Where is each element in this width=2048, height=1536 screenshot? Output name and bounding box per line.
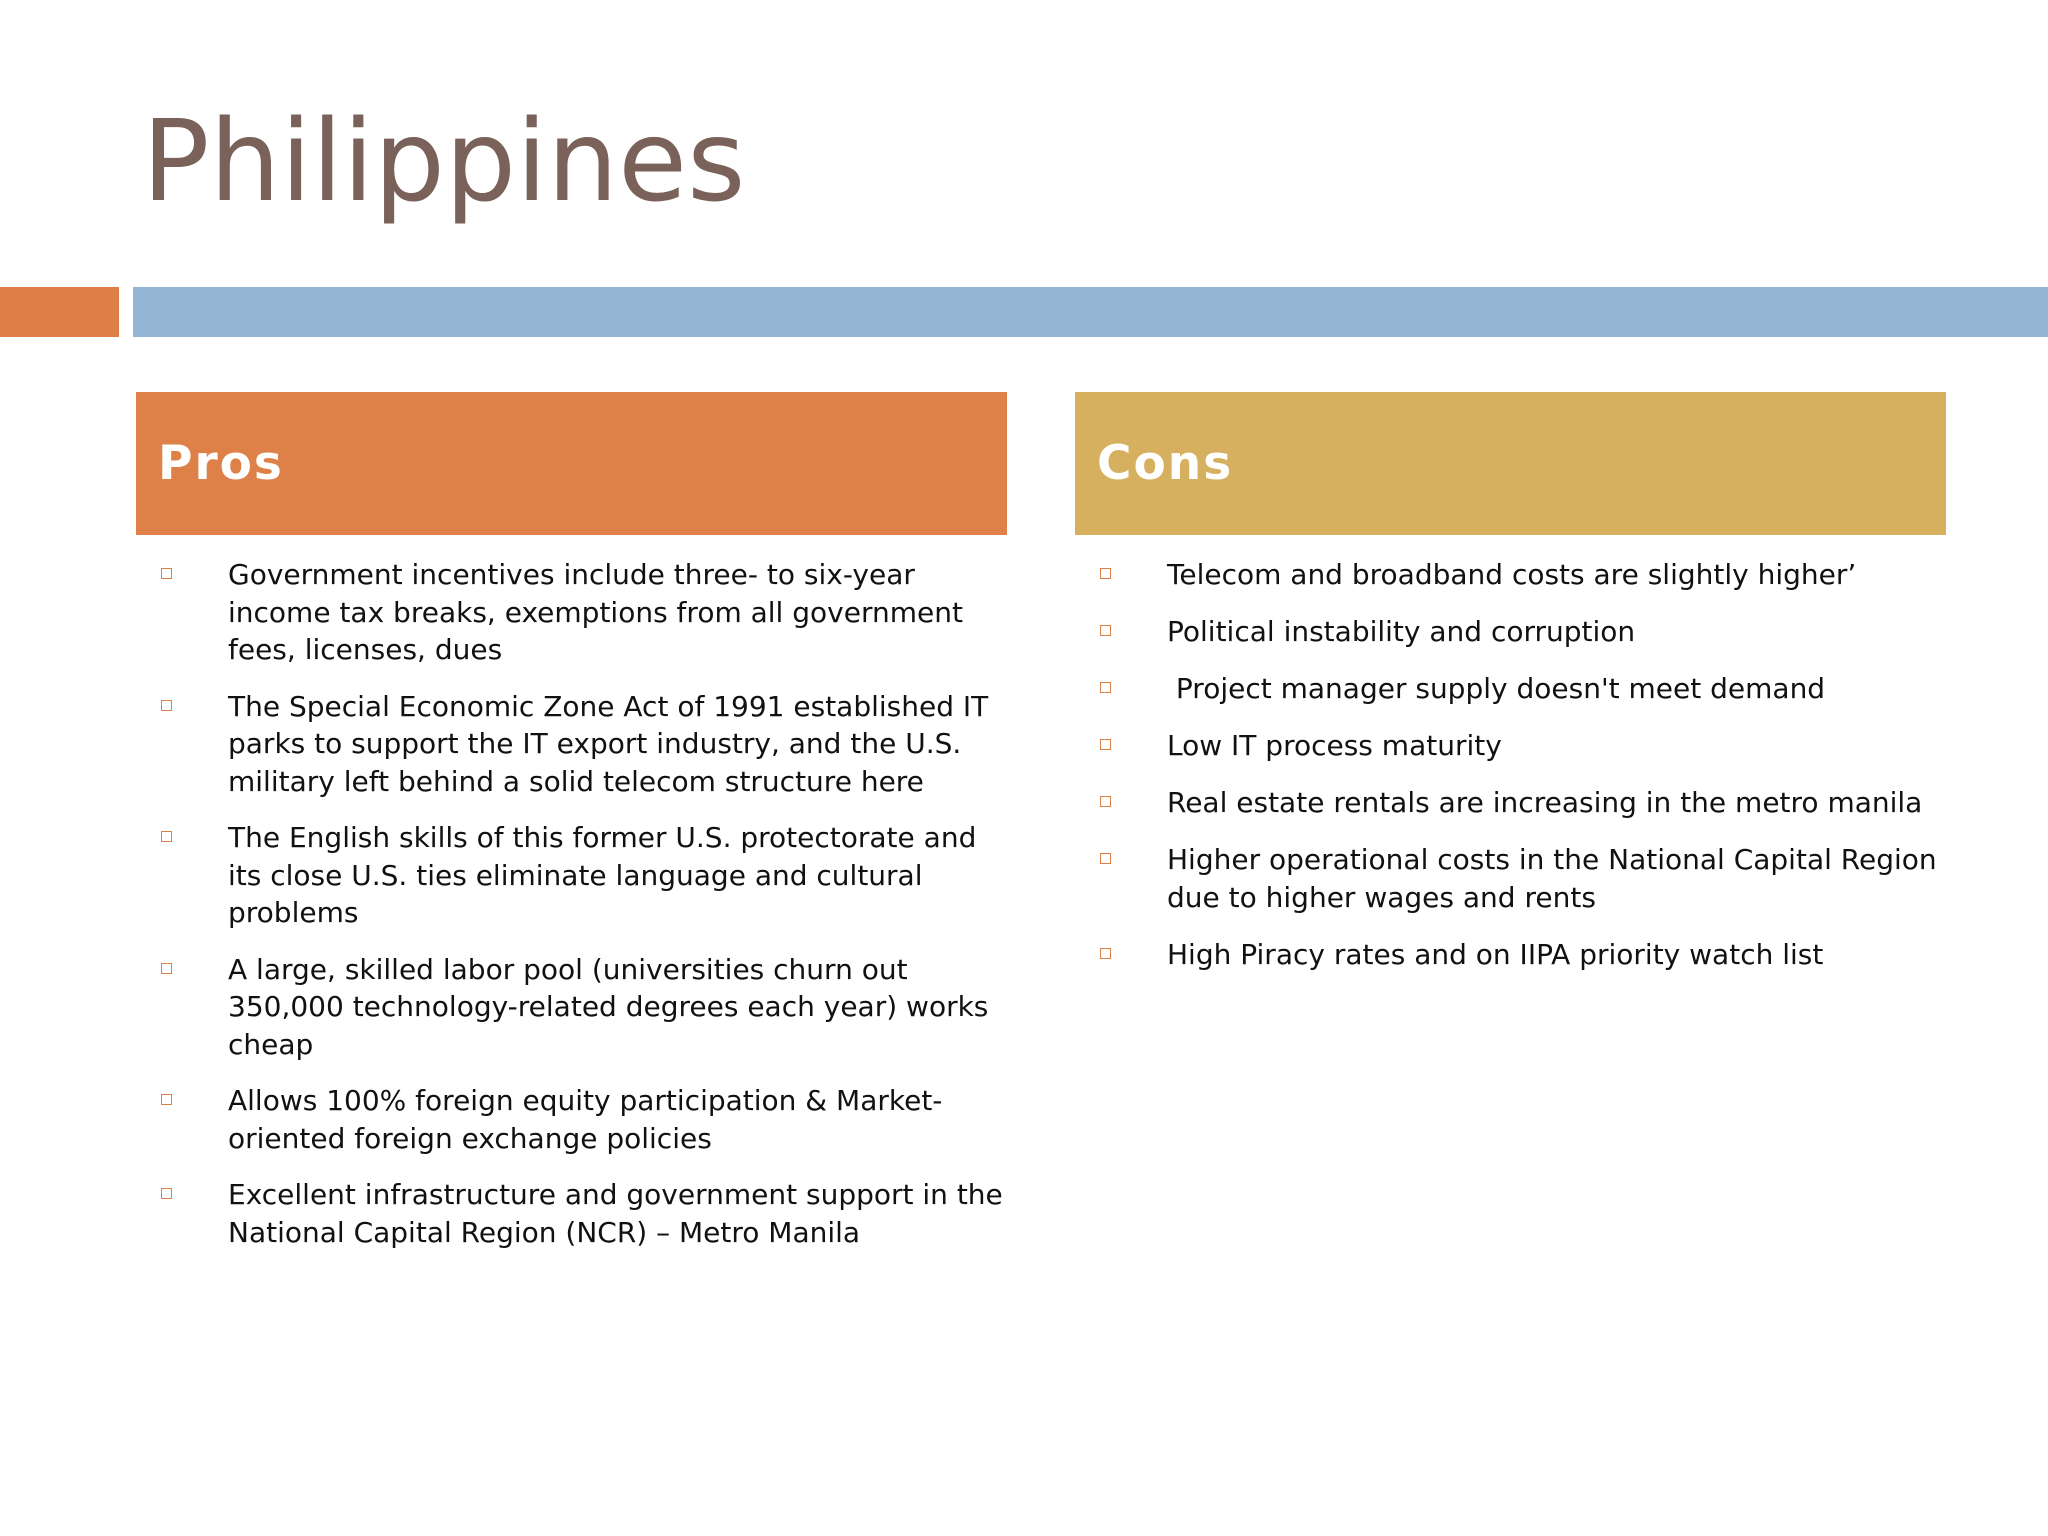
square-bullet-icon [1100, 568, 1111, 579]
cons-item-text: Telecom and broadband costs are slightly higher’ [1167, 558, 1857, 591]
cons-item-text: Project manager supply doesn't meet demand [1167, 672, 1826, 705]
square-bullet-icon [1100, 682, 1111, 693]
cons-item-text: Low IT process maturity [1167, 729, 1502, 762]
cons-item-text: High Piracy rates and on IIPA priority watch list [1167, 937, 1824, 971]
pros-item-text: Government incentives include three- to six-year income tax breaks, exemptions from all government fees, licenses, dues [228, 558, 963, 666]
square-bullet-icon [161, 1188, 172, 1199]
cons-item [1097, 784, 1957, 822]
cons-item-text: Real estate rentals are increasing in the metro manila [1167, 786, 1923, 819]
pros-header [136, 392, 1007, 535]
cons-item-text: Higher operational costs in the National Capital Region due to higher wages and rents [1167, 843, 1937, 914]
cons-list [1097, 556, 1957, 993]
pros-list [158, 556, 1018, 1270]
cons-item [1097, 556, 1957, 594]
accent-bar-blue [133, 287, 2048, 337]
cons-item [1097, 841, 1957, 916]
pros-item [158, 819, 1018, 932]
pros-item [158, 951, 1018, 1064]
square-bullet-icon [1100, 796, 1111, 807]
square-bullet-icon [1100, 739, 1111, 750]
cons-heading: Cons [1097, 436, 1234, 491]
square-bullet-icon [1100, 625, 1111, 636]
cons-item [1097, 727, 1957, 765]
pros-item-text: Allows 100% foreign equity participation & Market-oriented foreign exchange policies [228, 1084, 943, 1155]
square-bullet-icon [161, 568, 172, 579]
cons-item [1097, 936, 1957, 974]
slide-title: Philippines [142, 97, 746, 227]
square-bullet-icon [161, 831, 172, 842]
pros-item [158, 1176, 1018, 1251]
pros-item [158, 556, 1018, 669]
cons-item-text: Political instability and corruption [1167, 615, 1636, 648]
square-bullet-icon [161, 963, 172, 974]
pros-item [158, 688, 1018, 801]
cons-header [1075, 392, 1946, 535]
square-bullet-icon [1100, 853, 1111, 864]
square-bullet-icon [161, 700, 172, 711]
pros-item-text: A large, skilled labor pool (universities churn out 350,000 technology-related degrees each year) works cheap [228, 952, 989, 1061]
pros-heading: Pros [158, 436, 284, 491]
accent-bar-orange [0, 287, 119, 337]
square-bullet-icon [161, 1094, 172, 1105]
cons-item [1097, 613, 1957, 651]
square-bullet-icon [1100, 948, 1111, 959]
pros-item-text: The English skills of this former U.S. protectorate and its close U.S. ties eliminate language and cultural problems [228, 821, 977, 929]
cons-item [1097, 670, 1957, 708]
pros-item [158, 1082, 1018, 1157]
pros-item-text: The Special Economic Zone Act of 1991 established IT parks to support the IT export industry, and the U.S. military left behind a solid telecom structure here [228, 689, 989, 798]
pros-item-text: Excellent infrastructure and government support in the National Capital Region (NCR) – Metro Manila [228, 1178, 1003, 1249]
